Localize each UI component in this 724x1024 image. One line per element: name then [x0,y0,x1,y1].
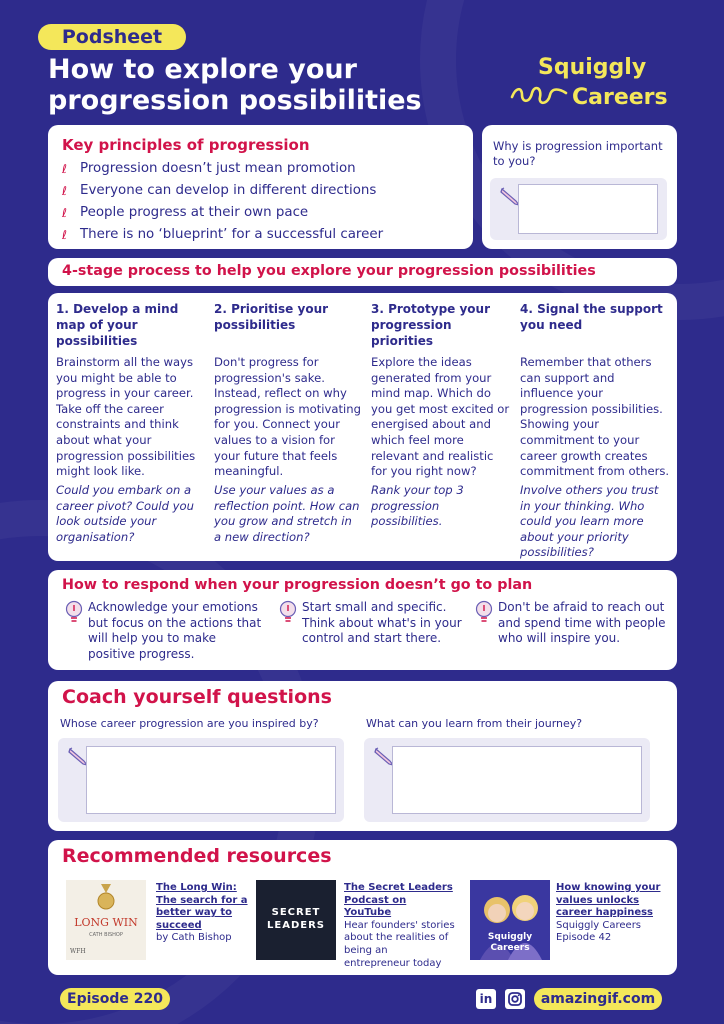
tip-1 [62,600,262,662]
why-prompt [493,139,663,169]
why-prompt-line2: to you? [493,154,536,168]
list-item-label: Progression doesn’t just mean promotion [80,161,356,176]
list-item-label: There is no ‘blueprint’ for a successful career [80,227,384,242]
episode-badge [60,988,170,1010]
linkedin-icon[interactable] [476,989,496,1009]
process-title: 4-stage process to help you explore your progression possibilities [62,263,596,279]
stage-title: 3. Prototype your progression priorities [371,302,491,348]
coach-answer-field-2[interactable] [392,746,642,814]
lightbulb-icon [62,600,88,626]
resource-3 [556,882,668,945]
website-badge[interactable] [534,988,662,1010]
tip-text: Start small and specific. Think about what's in your control and start there. [302,600,462,646]
stage-question: Rank your top 3 progression possibilities. [371,483,464,529]
squiggle-bullet-icon: ℓ [62,206,67,220]
instagram-icon[interactable] [505,989,525,1009]
logo-text-line1: Squiggly [538,55,647,80]
tip-text: Acknowledge your emotions but focus on the actions that will help you to make positive progress. [88,600,262,661]
stage-body: Explore the ideas generated from your mind map. Which do you get most excited or energised about and which feel more relevant and realistic for you right now? [371,355,510,479]
stage-1 [56,301,204,545]
squiggle-bullet-icon: ℓ [62,184,67,198]
coach-card [48,681,677,831]
podsheet-badge-label: Podsheet [61,26,163,48]
page-title [48,54,488,116]
book-cover-long-win[interactable] [66,880,146,960]
coach-title: Coach yourself questions [62,686,332,708]
page-title-line2: progression possibilities [48,85,422,116]
list-item [62,227,462,249]
book-cover-title: LONG WIN [74,916,138,929]
secret-leaders-line2: LEADERS [267,920,325,931]
coach-answer-field-1[interactable] [86,746,336,814]
book-cover-author: CATH BISHOP [89,932,123,938]
resource-sub: Squiggly Careers Episode 42 [556,919,642,944]
list-item-label: Everyone can develop in different directions [80,183,377,198]
episode-label: Episode 220 [67,991,163,1007]
list-item [62,183,462,205]
resource-sub: Hear founders' stories about the realities of being an entrepreneur today [344,919,455,969]
tip-2 [276,600,462,647]
stage-question: Use your values as a reflection point. How can you grow and stretch in a new direction? [214,483,360,544]
resources-title: Recommended resources [62,845,332,867]
stage-2 [214,301,362,545]
resource-1 [156,882,250,945]
key-principles-title: Key principles of progression [62,136,310,154]
squiggle-bullet-icon: ℓ [62,228,67,242]
thumb-logo-line1: Squiggly [487,932,533,942]
list-item [62,205,462,227]
tip-text: Don't be afraid to reach out and spend time with people who will inspire you. [498,600,666,646]
thumb-logo-line2: Careers [490,943,530,953]
resources-card [48,840,677,975]
stage-title: 4. Signal the support you need [520,302,663,332]
stage-title: 2. Prioritise your possibilities [214,302,329,332]
linkedin-label: in [479,992,493,1006]
coach-answer-box-1 [58,738,344,822]
coach-question-1: Whose career progression are you inspired by? [60,717,319,730]
principles-list [62,161,462,249]
stage-question: Could you embark on a career pivot? Could you look outside your organisation? [56,483,194,544]
why-answer-field[interactable] [518,184,658,234]
respond-card [48,570,677,670]
medal-icon [95,884,117,912]
coach-answer-box-2 [364,738,650,822]
process-title-bar [48,258,677,286]
secret-leaders-thumbnail[interactable] [256,880,336,960]
list-item [62,161,462,183]
resource-sub: by Cath Bishop [156,932,232,944]
stage-3 [371,301,511,530]
stage-4 [520,301,670,561]
squiggly-careers-logo [510,55,690,115]
website-label: amazingif.com [540,991,656,1007]
resource-2 [344,882,456,970]
secret-leaders-line1: SECRET [271,907,321,918]
book-cover-mark: WFH [70,948,86,955]
podsheet-badge [38,24,186,50]
stage-body: Brainstorm all the ways you might be able to progress in your career. Take off the career constraints and think about what your progression possibilities might look like. [56,355,196,479]
resource-link[interactable]: The Long Win: The search for a better way to succeed [156,882,248,931]
squiggle-logo-icon [510,83,570,109]
resource-link[interactable]: The Secret Leaders Podcast on YouTube [344,882,453,919]
lightbulb-icon [276,600,302,626]
stage-question: Involve others you trust in your thinking. Who could you learn more about your priority possibilities? [520,483,659,560]
logo-text-line2: Careers [572,85,668,110]
list-item-label: People progress at their own pace [80,205,309,220]
tip-3 [472,600,672,647]
coach-question-2: What can you learn from their journey? [366,717,583,730]
stage-body: Remember that others can support and influence your progression possibilities. Showing your commitment to your career growth creates commitment from others. [520,355,670,479]
respond-title: How to respond when your progression doesn’t go to plan [62,577,533,593]
why-prompt-line1: Why is progression important [493,139,663,153]
page-title-line1: How to explore your [48,54,357,85]
stage-title: 1. Develop a mind map of your possibilities [56,302,179,348]
why-answer-box [490,178,667,240]
process-stages-card [48,293,677,561]
stage-body: Don't progress for progression's sake. Instead, reflect on why progression is motivating for you. Connect your values to a vision for your future that feels meaningful. [214,355,361,479]
resource-link[interactable]: How knowing your values unlocks career happiness [556,882,661,919]
key-principles-card [48,125,473,249]
instagram-glyph [505,989,525,1009]
why-progression-card [482,125,677,249]
squiggle-bullet-icon: ℓ [62,162,67,176]
squiggly-careers-episode-thumbnail[interactable] [470,880,550,960]
lightbulb-icon [472,600,498,626]
